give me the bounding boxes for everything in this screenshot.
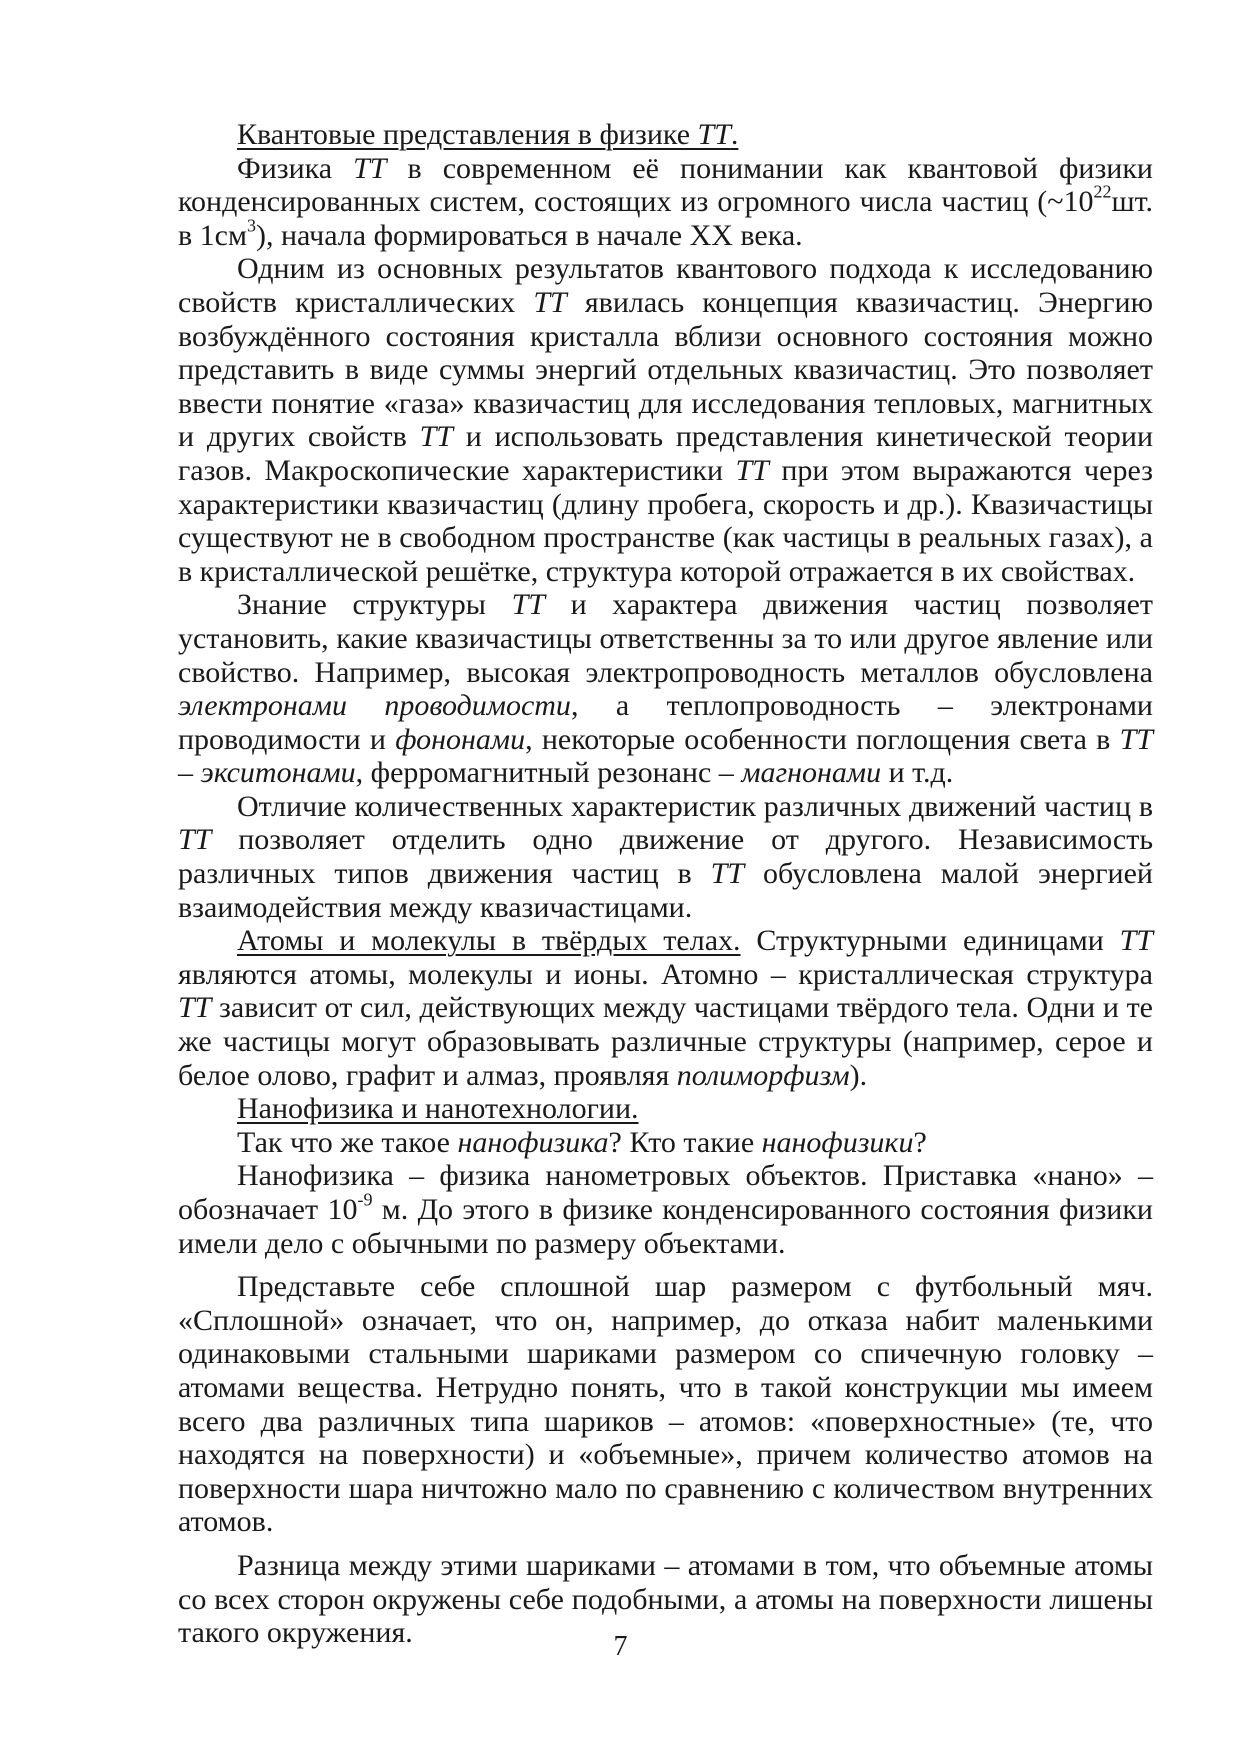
document-page xyxy=(178,118,1153,1650)
heading-nano-text: Нанофизика и нанотехнологии. xyxy=(237,1092,639,1126)
section-heading-atoms: Атомы и молекулы в твёрдых телах. xyxy=(237,924,741,958)
paragraph-9: Разница между этими шариками – атомами в том, что объемные атомы со всех сторон окружены себе подобными, а атомы на поверхности лишены такого окружения. xyxy=(178,1548,1153,1650)
section-heading-nano xyxy=(178,1092,1153,1126)
paragraph-3: Знание структуры ТТ и характера движения частиц позволяет установить, какие квазичастицы ответственны за то или другое явление или свойство. Например, высокая электропроводность металлов обусловлена электронами проводимости, а теплопроводность – электронами проводимости и фононами, некоторые особенности поглощения света в ТТ – экситонами, ферромагнитный резонанс – магнонами и т.д. xyxy=(178,588,1153,790)
paragraph-1: Физика ТТ в современном её понимании как квантовой физики конденсированных систем, состоящих из огромного числа частиц ($\sim 10^{22}шт$. в $1см^3$), начала формироваться в начале XX века. xyxy=(178,151,1153,252)
paragraph-7: Нанофизика – физика нанометровых объектов. Приставка «нано» – обозначает $10^{-9}$ м. До этого в физике конденсированного состояния физики имели дело с обычными по размеру объектами. xyxy=(178,1159,1153,1260)
heading-quantum-text: Квантовые представления в физике ТТ. xyxy=(237,118,739,151)
paragraph-5: Атомы и молекулы в твёрдых телах. Структурными единицами ТТ являются атомы, молекулы и ионы. Атомно – кристаллическая структура ТТ зависит от сил, действующих между частицами твёрдого тела. Одни и те же частицы могут образовывать различные структуры (например, серое и белое олово, графит и алмаз, проявляя полиморфизм). xyxy=(178,924,1153,1092)
paragraph-2: Одним из основных результатов квантового подхода к исследованию свойств кристаллических ТТ явилась концепция квазичастиц. Энергию возбуждённого состояния кристалла вблизи основного состояния можно представить в виде суммы энергий отдельных квазичастиц. Это позволяет ввести понятие «газа» квазичастиц для исследования тепловых, магнитных и других свойств ТТ и использовать представления кинетической теории газов. Макроскопические характеристики ТТ при этом выражаются через характеристики квазичастиц (длину пробега, скорость и др.). Квазичастицы существуют не в свободном пространстве (как частицы в реальных газах), а в кристаллической решётке, структура которой отражается в их свойствах. xyxy=(178,252,1154,588)
page-number: 7 xyxy=(613,1631,628,1662)
paragraph-6: Так что же такое нанофизика? Кто такие нанофизики? xyxy=(237,1125,927,1159)
paragraph-4: Отличие количественных характеристик различных движений частиц в ТТ позволяет отделить одно движение от другого. Независимость различных типов движения частиц в ТТ обусловлена малой энергией взаимодействия между квазичастицами. xyxy=(178,789,1153,924)
section-heading-quantum xyxy=(178,118,1153,152)
paragraph-8: Представьте себе сплошной шар размером с футбольный мяч. «Сплошной» означает, что он, например, до отказа набит маленькими одинаковыми стальными шариками размером со спичечную головку – атомами вещества. Нетрудно понять, что в такой конструкции мы имеем всего два различных типа шариков – атомов: «поверхностные» (те, что находятся на поверхности) и «объемные», причем количество атомов на поверхности шара ничтожно мало по сравнению с количеством внутренних атомов. xyxy=(178,1270,1153,1539)
